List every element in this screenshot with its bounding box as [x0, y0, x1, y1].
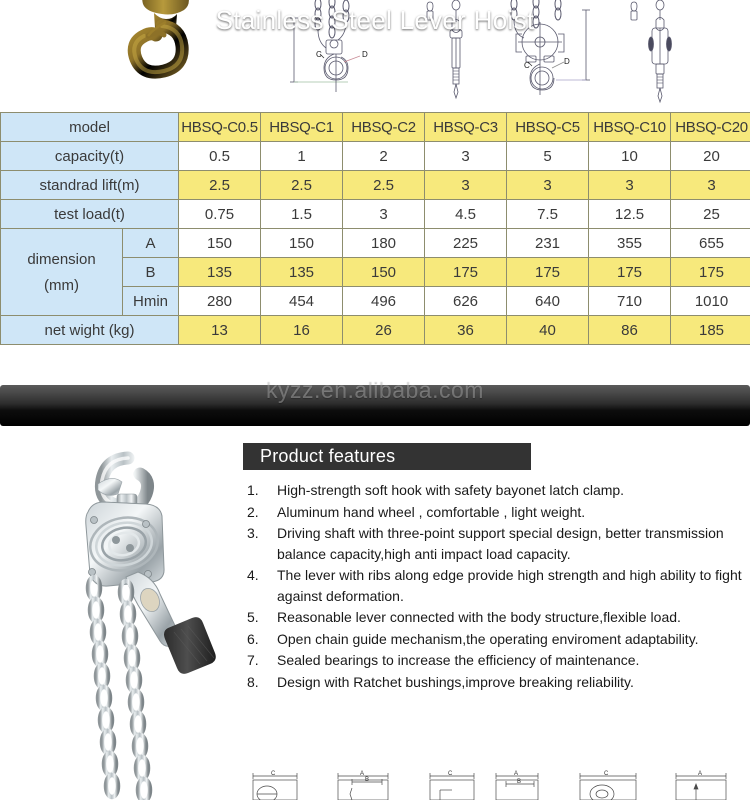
feature-item [240, 672, 745, 693]
model-cell: HBSQ-C0.5 [179, 113, 261, 142]
features-list [240, 480, 745, 693]
feature-item [240, 480, 745, 501]
net-weight-cell: 16 [261, 316, 343, 345]
page-title: Stainless Steel Lever Hoist [215, 5, 535, 35]
feature-text: Reasonable lever connected with the body structure,flexible load. [277, 609, 681, 625]
mini-diagram-3 [422, 768, 492, 800]
dimension-b-cell: 135 [261, 258, 343, 287]
dimension-a-cell: 150 [261, 229, 343, 258]
feature-text: Design with Ratchet bushings,improve breaking reliability. [277, 673, 634, 690]
feature-number: 4. [247, 567, 259, 583]
test-load-cell: 12.5 [589, 200, 671, 229]
feature-item [240, 523, 745, 564]
features-heading-text: Product features [260, 446, 396, 466]
feature-text: Aluminum hand wheel , comfortable , light weight. [277, 503, 586, 520]
dimension-b-cell: 175 [671, 258, 750, 287]
net-weight-cell: 36 [425, 316, 507, 345]
title-banner [0, 385, 750, 426]
feature-number: 8. [247, 673, 259, 690]
net-weight-cell: 40 [507, 316, 589, 345]
mini-diagram-4 [490, 768, 552, 800]
mini-label-a: A [698, 771, 703, 777]
table-row-standard-lift [1, 171, 750, 200]
dimension-hmin-cell: 454 [261, 287, 343, 316]
feature-number: 7. [247, 652, 259, 668]
feature-item [240, 502, 745, 523]
feature-item [240, 650, 745, 671]
feature-number: 2. [247, 503, 259, 520]
table-row-capacity [1, 142, 750, 171]
mini-label-a: A [360, 771, 365, 777]
dimension-b-cell: 175 [507, 258, 589, 287]
standard-lift-cell: 3 [589, 171, 671, 200]
diagram-label-d: D [362, 50, 368, 59]
feature-text: Open chain guide mechanism,the operating enviroment adaptability. [277, 630, 699, 647]
standard-lift-cell: 3 [425, 171, 507, 200]
test-load-cell: 3 [343, 200, 425, 229]
dimension-a-cell: 180 [343, 229, 425, 258]
dimension-hmin-cell: 640 [507, 287, 589, 316]
dimension-a-cell: 655 [671, 229, 750, 258]
dimension-unit-text: (mm) [44, 276, 79, 294]
capacity-cell: 10 [589, 142, 671, 171]
feature-item [240, 565, 745, 606]
test-load-cell: 4.5 [425, 200, 507, 229]
feature-number: 6. [247, 630, 259, 647]
sub-label-hmin: Hmin [123, 287, 179, 316]
bottom-diagram-strip [0, 768, 750, 800]
mini-diagram-1 [245, 768, 315, 800]
mini-diagram-6 [668, 768, 738, 800]
net-weight-cell: 185 [671, 316, 750, 345]
standard-lift-cell: 2.5 [343, 171, 425, 200]
net-weight-cell: 86 [589, 316, 671, 345]
capacity-cell: 0.5 [179, 142, 261, 171]
dimension-hmin-cell: 626 [425, 287, 507, 316]
feature-text: Driving shaft with three-point support special design, better transmission balance capacity,high anti impact load capacity. [277, 525, 724, 562]
row-label-standard-lift: standrad lift(m) [1, 171, 179, 200]
table-row-model [1, 113, 750, 142]
diagram-label-d: D [564, 57, 570, 66]
feature-text: The lever with ribs along edge provide high strength and high ability to fight against deformation. [277, 567, 742, 604]
watermark-text: kyzz.en.alibaba.com [266, 377, 484, 403]
mini-label-c: C [604, 771, 609, 777]
dimension-hmin-cell: 710 [589, 287, 671, 316]
mini-label-c: C [271, 771, 276, 777]
sub-label-b: B [123, 258, 179, 287]
feature-text: High-strength soft hook with safety bayonet latch clamp. [277, 482, 625, 498]
dimension-a-cell: 150 [179, 229, 261, 258]
dimension-a-cell: 231 [507, 229, 589, 258]
model-cell: HBSQ-C10 [589, 113, 671, 142]
dimension-label-text: dimension [27, 250, 96, 268]
feature-item [240, 629, 745, 650]
dimension-hmin-cell: 1010 [671, 287, 750, 316]
feature-item [240, 607, 745, 628]
row-label-model: model [1, 113, 179, 142]
feature-number: 5. [247, 609, 259, 625]
mini-diagram-2 [332, 768, 402, 800]
dimension-hmin-cell: 496 [343, 287, 425, 316]
mini-diagram-5 [572, 768, 652, 800]
row-label-capacity: capacity(t) [1, 142, 179, 171]
specification-table [0, 112, 750, 345]
table-row-test-load [1, 200, 750, 229]
test-load-cell: 7.5 [507, 200, 589, 229]
mini-label-c: C [448, 771, 453, 777]
lever-hoist-photo [42, 432, 242, 800]
mini-label-b: B [365, 777, 370, 783]
features-heading-bar [243, 443, 531, 470]
standard-lift-cell: 2.5 [179, 171, 261, 200]
diagram-label-c: C [316, 50, 322, 59]
dimension-hmin-cell: 280 [179, 287, 261, 316]
standard-lift-cell: 3 [671, 171, 750, 200]
mini-label-a: A [514, 771, 519, 777]
net-weight-cell: 13 [179, 316, 261, 345]
table-row-dimension-a [1, 229, 750, 258]
capacity-cell: 2 [343, 142, 425, 171]
dimension-b-cell: 150 [343, 258, 425, 287]
feature-number: 3. [247, 525, 259, 541]
model-cell: HBSQ-C20 [671, 113, 750, 142]
standard-lift-cell: 3 [507, 171, 589, 200]
sub-label-a: A [123, 229, 179, 258]
dimension-b-cell: 135 [179, 258, 261, 287]
row-label-test-load: test load(t) [1, 200, 179, 229]
net-weight-cell: 26 [343, 316, 425, 345]
model-cell: HBSQ-C1 [261, 113, 343, 142]
standard-lift-cell: 2.5 [261, 171, 343, 200]
model-cell: HBSQ-C3 [425, 113, 507, 142]
dimension-b-cell: 175 [425, 258, 507, 287]
dimension-a-cell: 355 [589, 229, 671, 258]
test-load-cell: 0.75 [179, 200, 261, 229]
mini-label-b: B [517, 779, 522, 785]
row-label-net-weight: net wight (kg) [1, 316, 179, 345]
dimension-b-cell: 175 [589, 258, 671, 287]
feature-number: 1. [247, 482, 259, 498]
test-load-cell: 1.5 [261, 200, 343, 229]
model-cell: HBSQ-C5 [507, 113, 589, 142]
capacity-cell: 3 [425, 142, 507, 171]
capacity-cell: 5 [507, 142, 589, 171]
capacity-cell: 20 [671, 142, 750, 171]
feature-text: Sealed bearings to increase the efficiency of maintenance. [277, 652, 640, 668]
diagram-label-c: C [524, 61, 530, 70]
model-cell: HBSQ-C2 [343, 113, 425, 142]
table-row-net-weight [1, 316, 750, 345]
capacity-cell: 1 [261, 142, 343, 171]
dimension-a-cell: 225 [425, 229, 507, 258]
test-load-cell: 25 [671, 200, 750, 229]
row-label-dimension [1, 229, 123, 316]
